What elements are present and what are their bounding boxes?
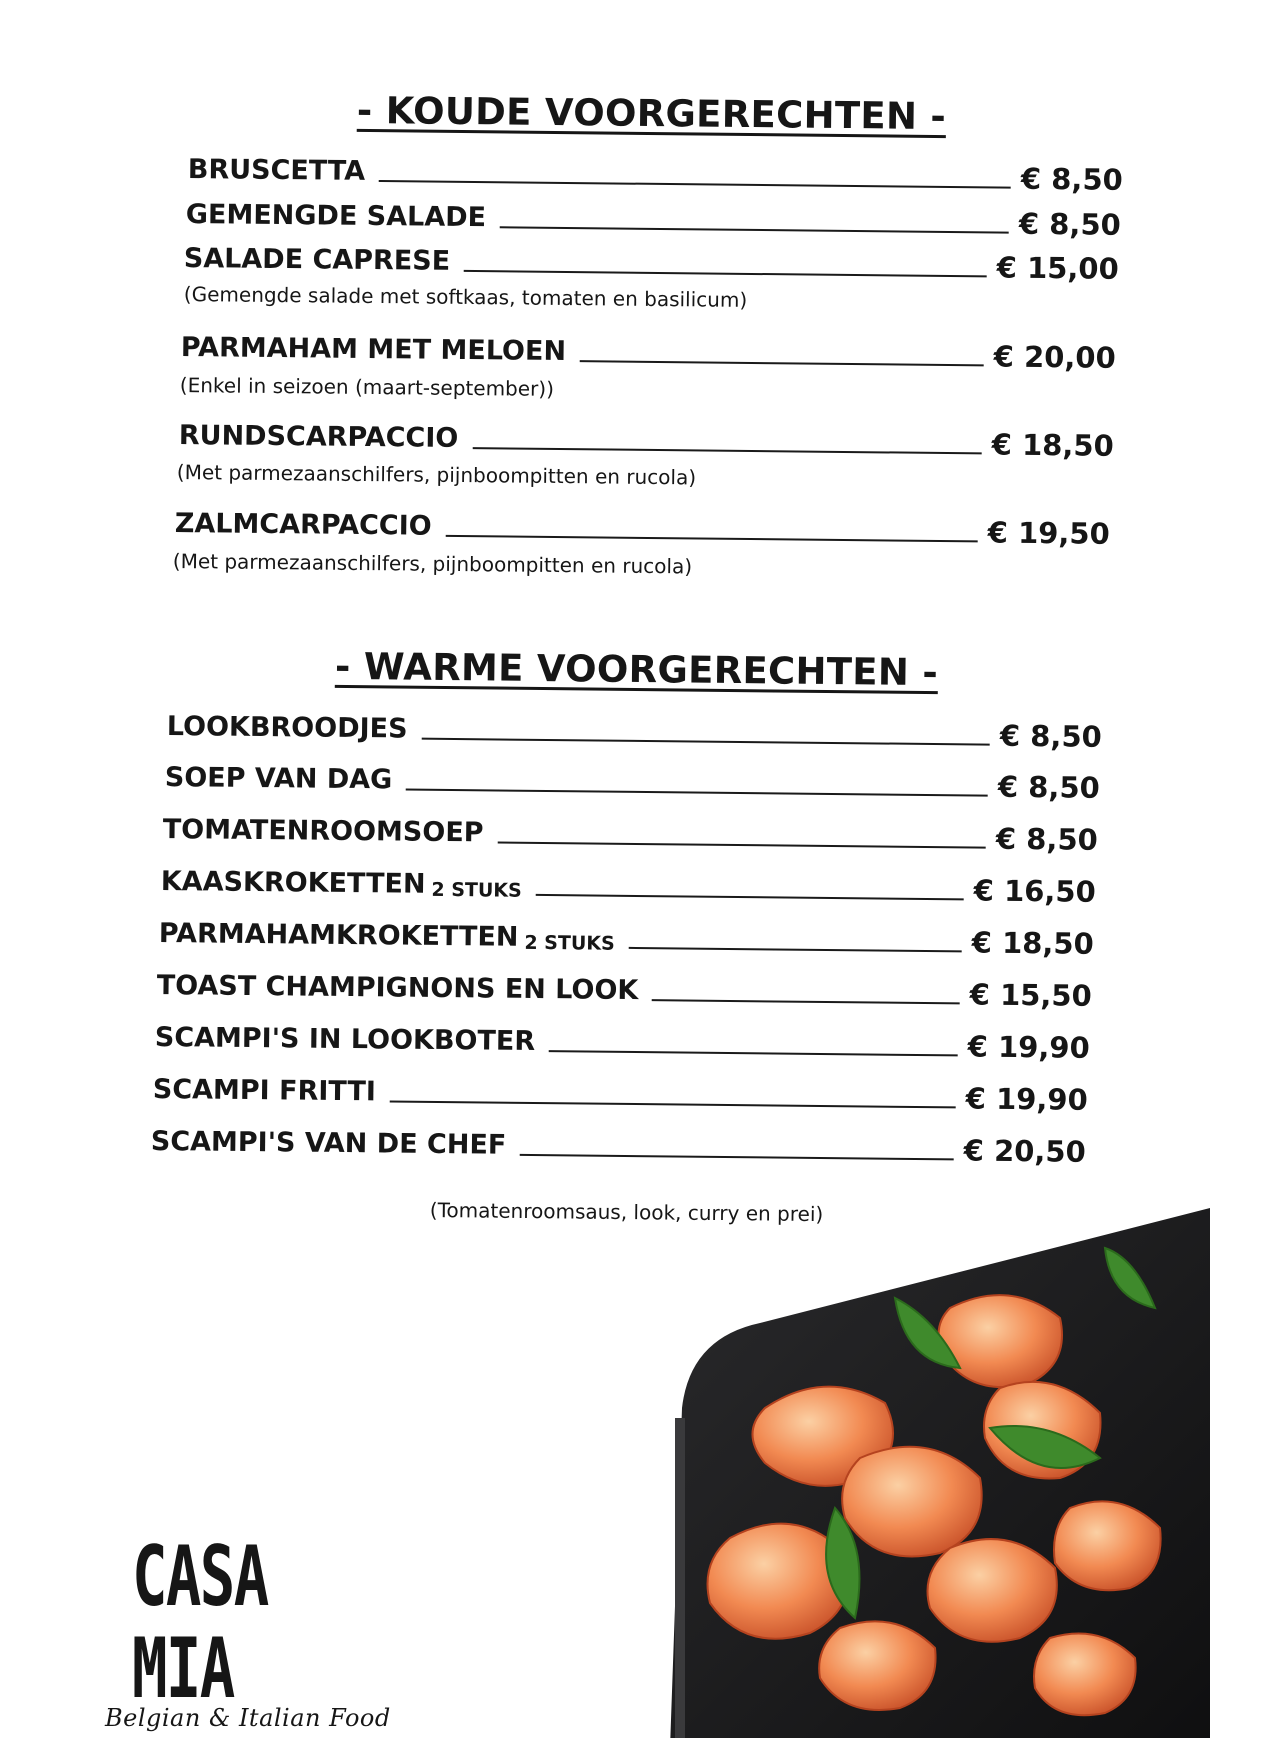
item-price: € 8,50 xyxy=(999,718,1102,754)
item-price: € 18,50 xyxy=(971,925,1094,961)
dotted-leader xyxy=(406,789,988,797)
item-description-zalmcarpaccio: (Met parmezaanschilfers, pijnboompitten en rucola) xyxy=(172,549,693,579)
item-price: € 15,00 xyxy=(996,250,1119,286)
casa-mia-logo xyxy=(100,1527,420,1732)
brand-name: CASA MIA xyxy=(132,1527,268,1717)
item-name: SOEP VAN DAG xyxy=(164,762,393,796)
item-name: TOMATENROOMSOEP xyxy=(162,814,484,849)
dotted-leader xyxy=(472,447,981,454)
dotted-leader xyxy=(652,999,960,1004)
menu-item-scampis-van-de-chef xyxy=(151,1126,1086,1168)
item-name: SALADE CAPRESE xyxy=(183,243,451,277)
item-price: € 8,50 xyxy=(1018,206,1121,242)
item-name: SCAMPI'S VAN DE CHEF xyxy=(150,1126,507,1161)
menu-item-tomatenroomsoep xyxy=(163,814,1098,856)
menu-item-zalmcarpaccio xyxy=(175,508,1110,550)
item-price: € 20,00 xyxy=(993,339,1116,375)
dotted-leader xyxy=(549,1050,958,1056)
dotted-leader xyxy=(446,535,978,543)
dotted-leader xyxy=(464,270,987,277)
dotted-leader xyxy=(497,842,985,849)
item-price: € 20,50 xyxy=(963,1133,1086,1169)
menu-item-bruscetta xyxy=(188,154,1123,196)
item-name: BRUSCETTA xyxy=(187,154,366,187)
menu-item-parmahamkroketten xyxy=(159,918,1094,960)
item-name: SCAMPI FRITTI xyxy=(152,1074,377,1108)
item-price: € 19,90 xyxy=(965,1081,1088,1117)
item-price: € 19,50 xyxy=(987,515,1110,551)
item-name: ZALMCARPACCIO xyxy=(174,508,432,542)
dotted-leader xyxy=(629,947,962,952)
dotted-leader xyxy=(421,738,989,746)
menu-item-scampis-in-lookboter xyxy=(155,1022,1090,1064)
dotted-leader xyxy=(520,1154,953,1161)
dotted-leader xyxy=(500,226,1009,233)
menu-item-parmaham-met-meloen xyxy=(181,332,1116,374)
menu-item-kaaskroketten xyxy=(161,866,1096,908)
item-name: RUNDSCARPACCIO xyxy=(178,420,459,454)
item-price: € 16,50 xyxy=(973,873,1096,909)
section-title-warme-voorgerechten: - WARME VOORGERECHTEN - xyxy=(334,644,939,695)
menu-item-gemengde-salade xyxy=(186,199,1121,241)
brand-tagline: Belgian & Italian Food xyxy=(105,1704,391,1732)
item-name: LOOKBROODJES xyxy=(166,711,408,745)
item-name: PARMAHAMKROKETTEN xyxy=(158,918,519,953)
dotted-leader xyxy=(580,360,984,366)
item-quantity: 2 STUKS xyxy=(431,878,522,902)
item-name: KAASKROKETTEN xyxy=(160,866,426,900)
item-price: € 8,50 xyxy=(1020,161,1123,197)
menu-item-lookbroodjes xyxy=(167,711,1102,753)
item-price: € 8,50 xyxy=(997,769,1100,805)
item-price: € 8,50 xyxy=(995,821,1098,857)
item-description-rundscarpaccio: (Met parmezaanschilfers, pijnboompitten en rucola) xyxy=(176,460,697,490)
menu-item-scampi-fritti xyxy=(153,1074,1088,1116)
item-name: PARMAHAM MET MELOEN xyxy=(180,332,567,368)
item-name: SCAMPI'S IN LOOKBOTER xyxy=(154,1022,536,1057)
item-price: € 18,50 xyxy=(991,427,1114,463)
item-name: GEMENGDE SALADE xyxy=(185,199,487,234)
item-description-parmaham-met-meloen: (Enkel in seizoen (maart-september)) xyxy=(179,373,555,401)
shrimp-photo xyxy=(670,1208,1210,1738)
dotted-leader xyxy=(536,894,964,900)
item-name: TOAST CHAMPIGNONS EN LOOK xyxy=(156,970,639,1007)
dotted-leader xyxy=(379,180,1011,189)
menu-item-soep-van-dag xyxy=(165,762,1100,804)
item-description-salade-caprese: (Gemengde salade met softkaas, tomaten en basilicum) xyxy=(183,282,748,312)
item-price: € 19,90 xyxy=(967,1029,1090,1065)
menu-item-toast-champignons-en-look xyxy=(157,970,1092,1012)
menu-item-rundscarpaccio xyxy=(179,420,1114,462)
item-quantity: 2 STUKS xyxy=(524,931,615,955)
item-price: € 15,50 xyxy=(969,977,1092,1013)
item-description-scampis-van-de-chef: (Tomatenroomsaus, look, curry en prei) xyxy=(429,1198,824,1227)
menu-item-salade-caprese xyxy=(184,243,1119,285)
dotted-leader xyxy=(390,1100,956,1108)
section-title-koude-voorgerechten: - KOUDE VOORGERECHTEN - xyxy=(356,88,947,139)
